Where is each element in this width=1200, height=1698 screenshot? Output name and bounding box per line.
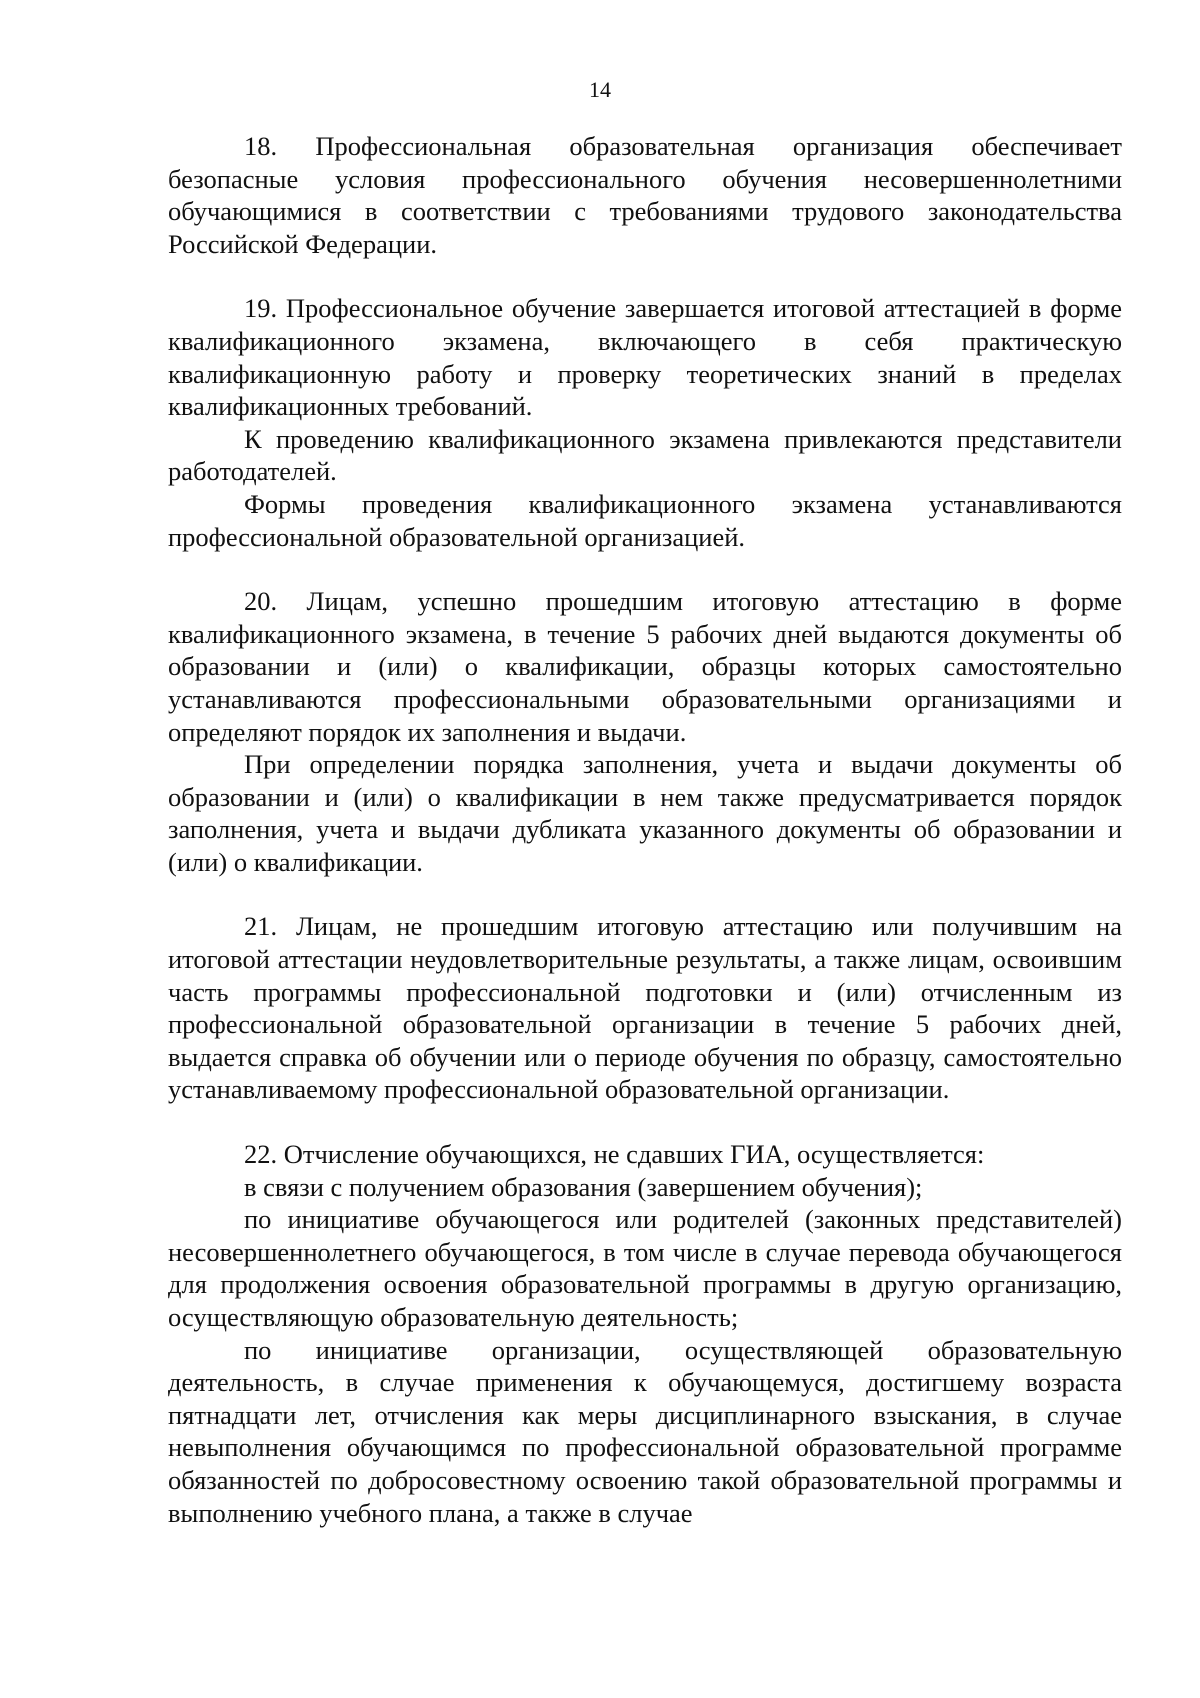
paragraph-21: 21. Лицам, не прошедшим итоговую аттестацию или получившим на итоговой аттестации неудовлетворительные результаты, а также лицам, освоившим часть программы профессиональной подготовки и (или) отчисленным из профессиональной образовательной организации в течение 5 рабочих дней, выдается справка об обучении или о периоде обучения по образцу, самостоятельно устанавливаемому профессиональной образовательной организации.: [168, 911, 1122, 1105]
paragraph-22-item-organization-initiative: по инициативе организации, осуществляющей образовательную деятельность, в случае применения к обучающемуся, достигшему возраста пятнадцати лет, отчисления как меры дисциплинарного взыскания, в случае невыполнения обучающимся по профессиональной образовательной программе обязанностей по добросовестному освоению такой образовательной программы и выполнению учебного плана, а также в случае: [168, 1334, 1122, 1528]
paragraph-18: 18. Профессиональная образовательная организация обеспечивает безопасные условия профессионального обучения несовершеннолетними обучающимися в соответствии с требованиями трудового законодательства Российской Федерации.: [168, 131, 1122, 259]
paragraph-19-forms: Формы проведения квалификационного экзамена устанавливаются профессиональной образовательной организацией.: [168, 488, 1122, 552]
paragraph-22-item-student-initiative: по инициативе обучающегося или родителей (законных представителей) несовершеннолетнего обучающегося, в том числе в случае перевода обучающегося для продолжения освоения образовательной программы в другую организацию, осуществляющую образовательную деятельность;: [168, 1204, 1122, 1332]
paragraph-22-item-completion: в связи с получением образования (завершением обучения);: [244, 1171, 923, 1202]
paragraph-20-duplicate: При определении порядка заполнения, учета и выдачи документы об образовании и (или) о квалификации в нем также предусматривается порядок заполнения, учета и выдачи дубликата указанного документы об образовании и (или) о квалификации.: [168, 749, 1122, 877]
paragraph-20: 20. Лицам, успешно прошедшим итоговую аттестацию в форме квалификационного экзамена, в течение 5 рабочих дней выдаются документы об образовании и (или) о квалификации, образцы которых самостоятельно устанавливаются профессиональными образовательными организациями и определяют порядок их заполнения и выдачи.: [168, 586, 1122, 747]
page-number: 14: [589, 77, 611, 102]
document-body: [168, 130, 1122, 1529]
paragraph-22: 22. Отчисление обучающихся, не сдавших ГИА, осуществляется:: [244, 1139, 985, 1170]
paragraph-19: 19. Профессиональное обучение завершается итоговой аттестацией в форме квалификационного экзамена, включающего в себя практическую квалификационную работу и проверку теоретических знаний в пределах квалификационных требований.: [168, 293, 1122, 422]
paragraph-19-examiners: К проведению квалификационного экзамена привлекаются представители работодателей.: [168, 423, 1122, 487]
